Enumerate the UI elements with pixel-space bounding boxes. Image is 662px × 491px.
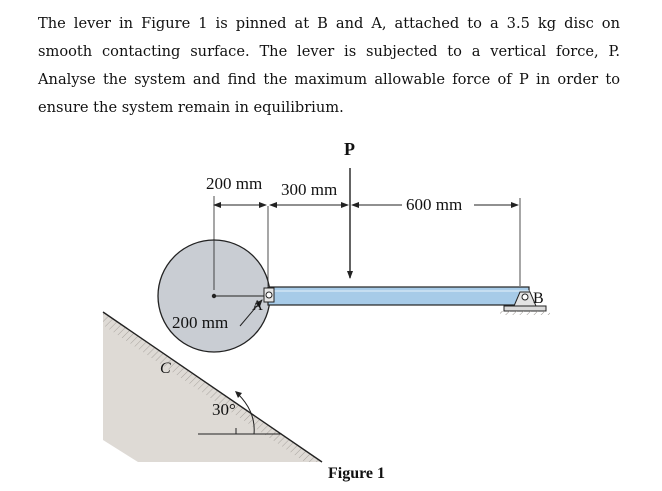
angle-label: 30° bbox=[212, 400, 236, 419]
point-c-label: C bbox=[160, 360, 171, 377]
lever bbox=[268, 287, 529, 305]
force-p-label: P bbox=[344, 139, 355, 159]
dimension-300mm: 300 mm bbox=[281, 180, 338, 199]
figure-caption: Figure 1 bbox=[328, 465, 386, 482]
dimension-600mm: 600 mm bbox=[406, 195, 463, 214]
problem-statement: The lever in Figure 1 is pinned at B and A, attached to a 3.5 kg disc on smooth contacting surface. The lever is subjected to a vertical force, P. Analyse the system and find the maximum allowable force of P in order to ensure the system remain in equilibrium. bbox=[38, 15, 620, 116]
pin-a bbox=[264, 288, 274, 302]
dimension-200mm-top: 200 mm bbox=[206, 174, 263, 193]
point-b-label: B bbox=[533, 290, 544, 307]
dimension-200mm-radius: 200 mm bbox=[172, 313, 229, 332]
point-a-label: A bbox=[252, 298, 263, 314]
